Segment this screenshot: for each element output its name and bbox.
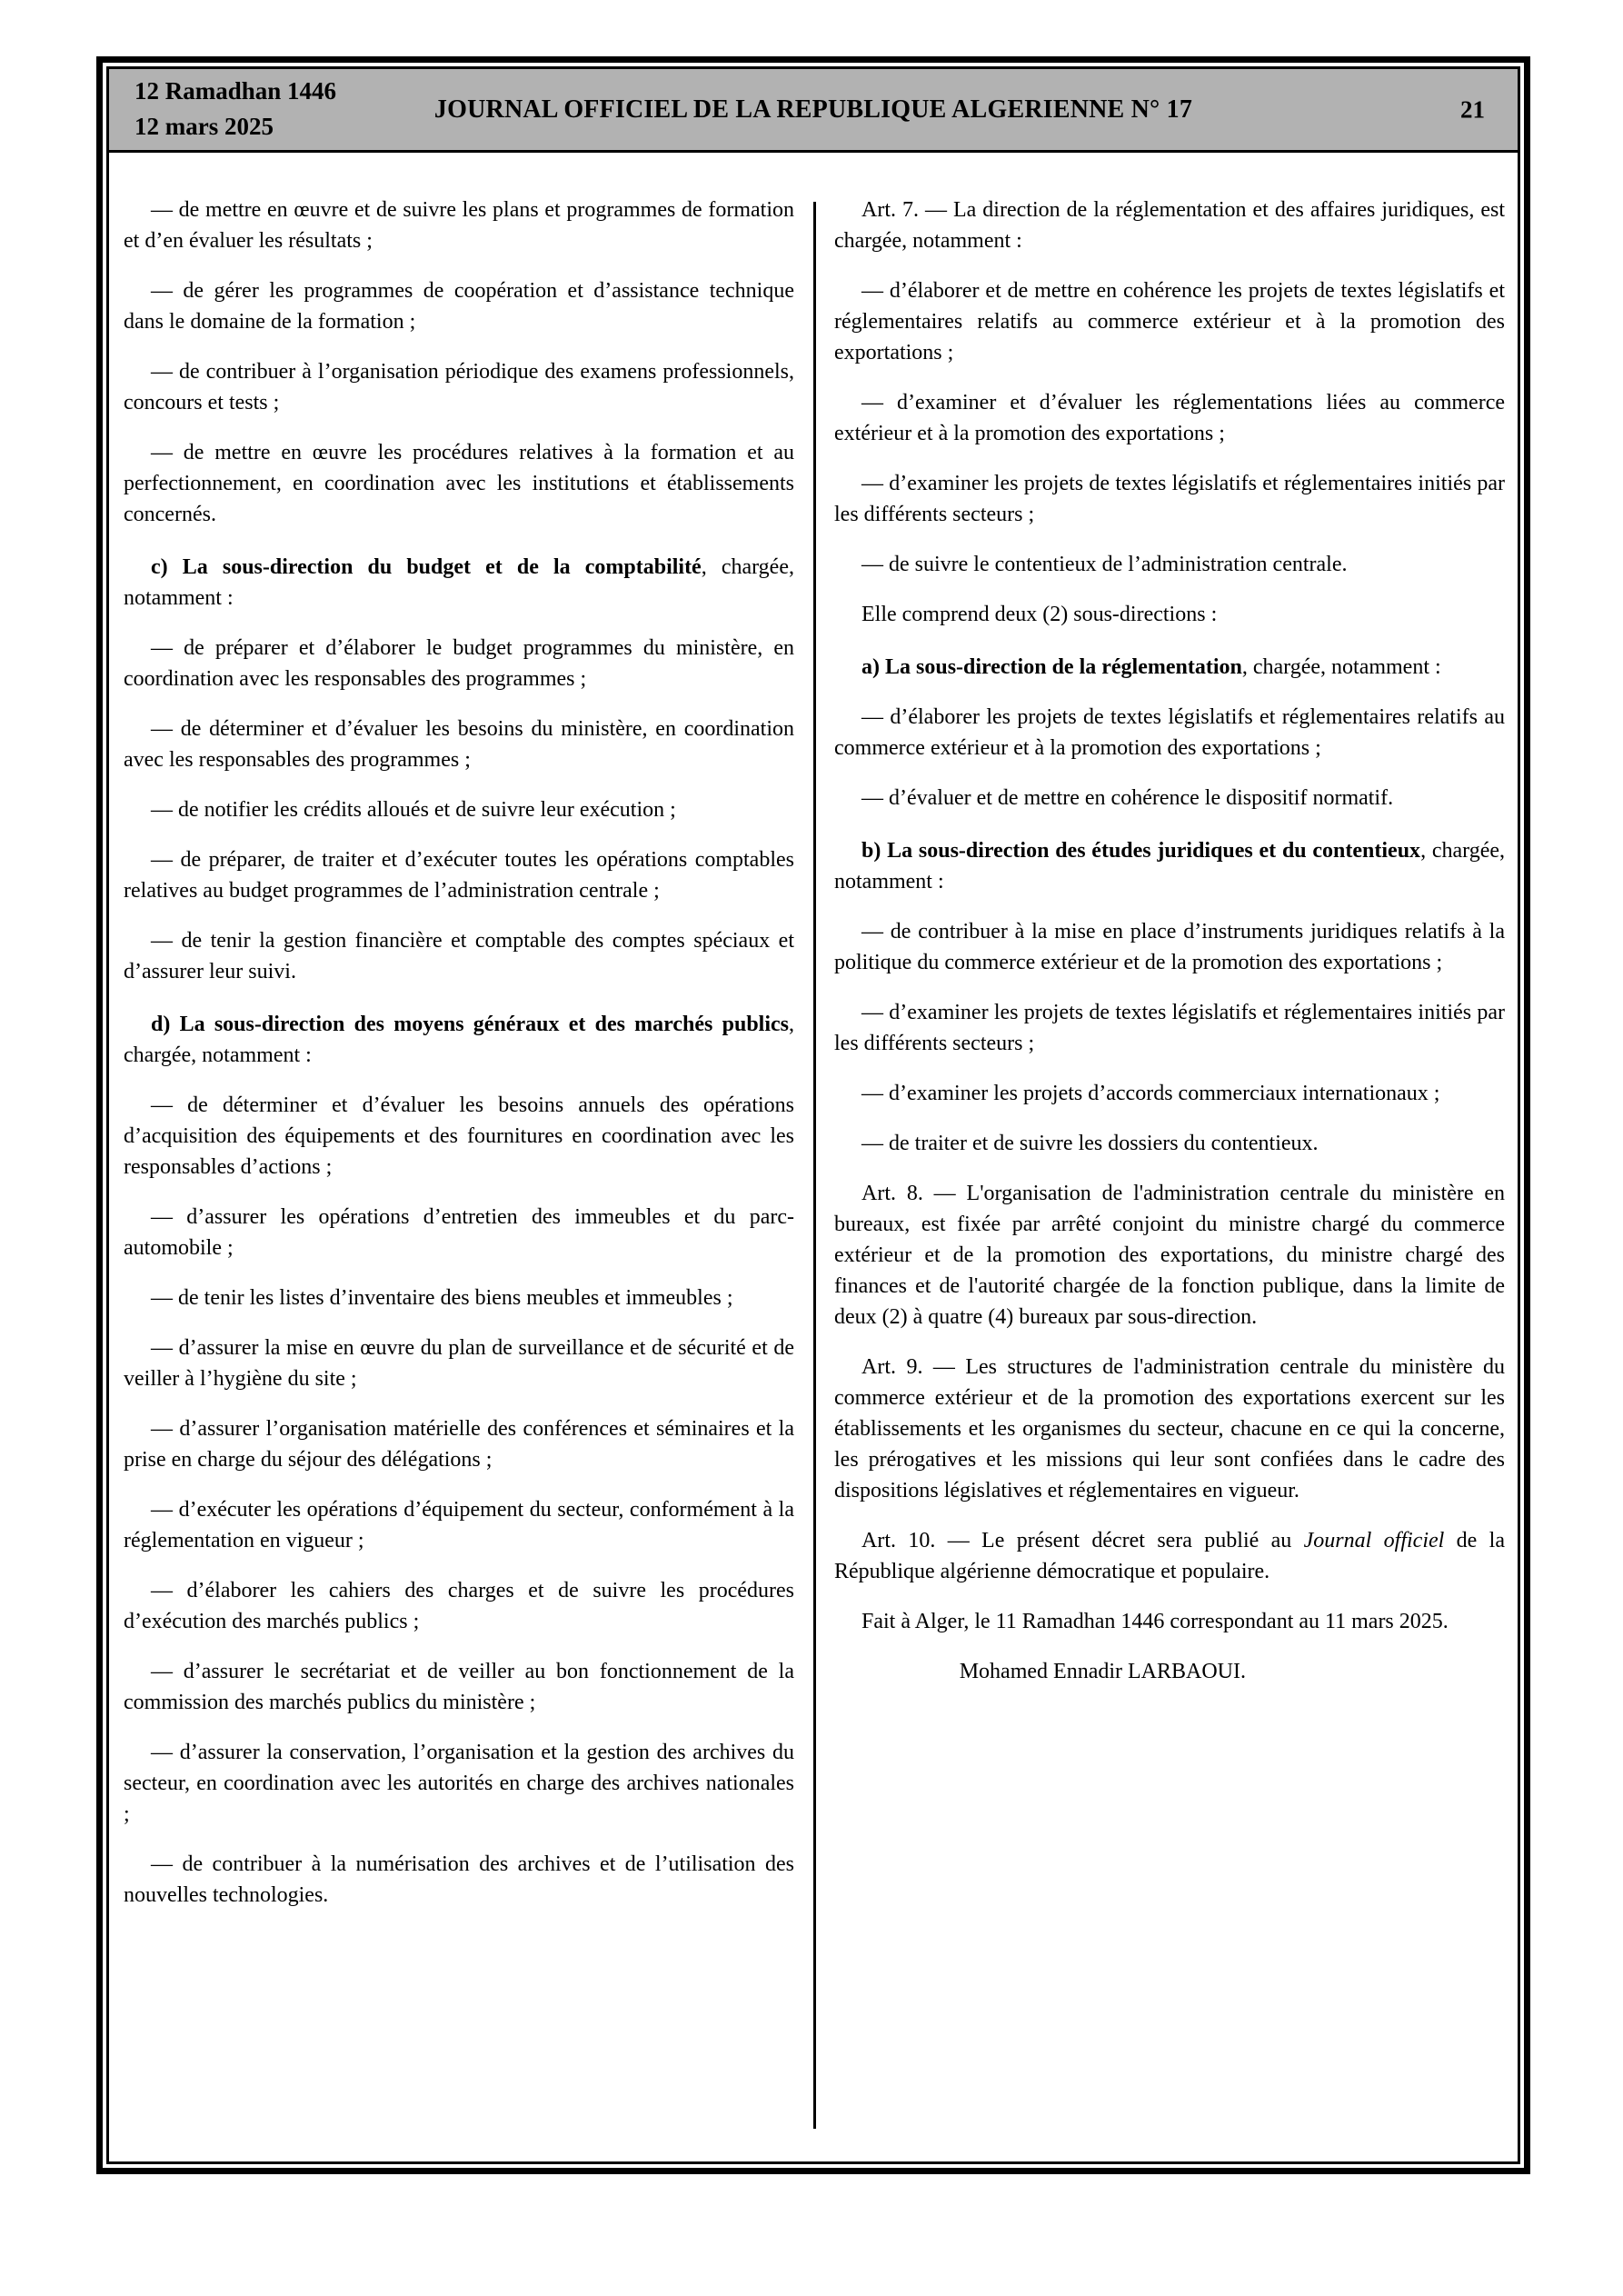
- text-run: Elle comprend deux (2) sous-directions :: [861, 603, 1218, 626]
- article-paragraph: [834, 1525, 1505, 1587]
- hijri-date: 12 Ramadhan 1446: [134, 77, 337, 105]
- right-column: [834, 195, 1505, 2161]
- paragraph: [124, 714, 794, 775]
- text-run: — de gérer les programmes de coopération et d’assistance technique dans le domaine de la formation ;: [124, 279, 794, 334]
- paragraph: [124, 275, 794, 337]
- paragraph: [834, 549, 1505, 580]
- text-run: — de mettre en œuvre et de suivre les plans et programmes de formation et d’en évaluer les résultats ;: [124, 198, 794, 253]
- text-run: — d’assurer les opérations d’entretien des immeubles et du parc-automobile ;: [124, 1205, 794, 1260]
- paragraph: [834, 1128, 1505, 1159]
- paragraph: [834, 702, 1505, 764]
- text-run: Art. 9. — Les structures de l'administration centrale du ministère du commerce extérieur et de la promotion des exportations exercent sur les établissements et les organismes du secteur, chacune en ce qui la concerne, les prérogatives et les missions qui leur sont confiées dans le cadre des dispositions législatives et réglementaires en vigueur.: [834, 1355, 1505, 1502]
- text-run: — d’élaborer les projets de textes législatifs et réglementaires relatifs au commerce extérieur et à la promotion des exportations ;: [834, 705, 1505, 760]
- paragraph: [124, 1333, 794, 1394]
- text-run: — d’exécuter les opérations d’équipement du secteur, conformément à la réglementation en vigueur ;: [124, 1498, 794, 1552]
- paragraph: [124, 844, 794, 906]
- text-run: — de déterminer et d’évaluer les besoins annuels des opérations d’acquisition des équipements et des fournitures en coordination avec les responsables d’actions ;: [124, 1093, 794, 1179]
- text-run: a) La sous-direction de la réglementation: [861, 655, 1242, 679]
- column-divider: [813, 202, 816, 2129]
- text-run: Art. 7. — La direction de la réglementation et des affaires juridiques, est chargée, notamment :: [834, 198, 1505, 253]
- text-run: — d’assurer l’organisation matérielle des conférences et séminaires et la prise en charge du séjour des délégations ;: [124, 1417, 794, 1472]
- paragraph: [834, 387, 1505, 449]
- page-frame: [96, 56, 1530, 2174]
- text-run: — de déterminer et d’évaluer les besoins du ministère, en coordination avec les responsables des programmes ;: [124, 717, 794, 772]
- text-run: Art. 10. — Le présent décret sera publié au: [861, 1529, 1304, 1552]
- text-run: b) La sous-direction des études juridiques et du contentieux: [861, 839, 1421, 863]
- page-content: [109, 153, 1518, 2161]
- paragraph: [124, 437, 794, 530]
- paragraph: [124, 1737, 794, 1830]
- text-run: — d’élaborer les cahiers des charges et de suivre les procédures d’exécution des marchés publics ;: [124, 1579, 794, 1633]
- text-run: — d’assurer le secrétariat et de veiller au bon fonctionnement de la commission des marchés publics du ministère ;: [124, 1660, 794, 1714]
- paragraph: [124, 1202, 794, 1263]
- text-run: Art. 8. — L'organisation de l'administration centrale du ministère en bureaux, est fixée par arrêté conjoint du ministre chargé du commerce extérieur et de la promotion des exportations, du ministre chargé des finances et de l'autorité chargée de la fonction publique, dans la limite de deux (2) à quatre (4) bureaux par sous-direction.: [834, 1182, 1505, 1329]
- paragraph: [124, 1413, 794, 1475]
- section-heading: [834, 835, 1505, 897]
- text-run: — de notifier les crédits alloués et de suivre leur exécution ;: [151, 798, 676, 822]
- paragraph: [834, 997, 1505, 1059]
- text-run: — d’examiner les projets de textes législatifs et réglementaires initiés par les différents secteurs ;: [834, 1001, 1505, 1055]
- paragraph: [124, 1090, 794, 1183]
- journal-title: JOURNAL OFFICIEL DE LA REPUBLIQUE ALGERIENNE N° 17: [433, 95, 1193, 124]
- text-run: d) La sous-direction des moyens généraux et des marchés publics: [151, 1013, 789, 1036]
- paragraph: [124, 356, 794, 418]
- section-heading: [834, 652, 1505, 683]
- text-run: — de contribuer à la numérisation des archives et de l’utilisation des nouvelles technologies.: [124, 1852, 794, 1907]
- text-run: — de préparer et d’élaborer le budget programmes du ministère, en coordination avec les responsables des programmes ;: [124, 636, 794, 691]
- paragraph: [124, 925, 794, 987]
- text-run: — d’évaluer et de mettre en cohérence le dispositif normatif.: [861, 786, 1394, 810]
- paragraph: [834, 916, 1505, 978]
- article-paragraph: [834, 1352, 1505, 1506]
- left-column: [124, 195, 794, 2161]
- paragraph: [834, 468, 1505, 530]
- paragraph: [124, 1575, 794, 1637]
- paragraph: [124, 633, 794, 694]
- text-run: , chargée, notamment :: [124, 1013, 794, 1067]
- paragraph: [834, 1606, 1505, 1637]
- text-run: — de traiter et de suivre les dossiers du contentieux.: [861, 1132, 1319, 1155]
- text-run: — d’examiner les projets d’accords commerciaux internationaux ;: [861, 1082, 1440, 1105]
- paragraph: [834, 599, 1505, 630]
- text-run: — d’examiner les projets de textes législatifs et réglementaires initiés par les différents secteurs ;: [834, 472, 1505, 526]
- page-number: 21: [1460, 95, 1485, 123]
- paragraph: [124, 195, 794, 256]
- paragraph: [124, 1849, 794, 1911]
- page-inner-frame: [106, 66, 1520, 2164]
- text-run: Fait à Alger, le 11 Ramadhan 1446 correspondant au 11 mars 2025.: [861, 1610, 1449, 1633]
- text-run: — de contribuer à l’organisation périodique des examens professionnels, concours et tests ;: [124, 360, 794, 414]
- article-paragraph: [834, 1178, 1505, 1333]
- text-run: — de mettre en œuvre les procédures relatives à la formation et au perfectionnement, en coordination avec les institutions et établissements concernés.: [124, 441, 794, 526]
- text-run: — de suivre le contentieux de l’administration centrale.: [861, 553, 1348, 576]
- gregorian-date: 12 mars 2025: [134, 113, 274, 140]
- text-run: — d’élaborer et de mettre en cohérence les projets de textes législatifs et réglementaires relatifs au commerce extérieur et à la promotion des exportations ;: [834, 279, 1505, 364]
- text-run: — d’assurer la conservation, l’organisation et la gestion des archives du secteur, en coordination avec les autorités en charge des archives nationales ;: [124, 1741, 794, 1826]
- text-run: — de tenir les listes d’inventaire des biens meubles et immeubles ;: [151, 1286, 733, 1310]
- article-paragraph: [834, 195, 1505, 256]
- text-run: — de tenir la gestion financière et comptable des comptes spéciaux et d’assurer leur suivi.: [124, 929, 794, 983]
- text-run: Mohamed Ennadir LARBAOUI.: [959, 1660, 1246, 1683]
- text-run: , chargée, notamment :: [834, 839, 1505, 893]
- paragraph: [834, 275, 1505, 368]
- issue-dates: [134, 74, 336, 145]
- text-run: Journal officiel: [1303, 1529, 1445, 1552]
- column-gutter: [794, 195, 834, 2161]
- text-run: , chargée, notamment :: [124, 555, 794, 610]
- paragraph: [124, 1656, 794, 1718]
- paragraph: [834, 1078, 1505, 1109]
- paragraph: [124, 1283, 794, 1313]
- paragraph: [124, 1494, 794, 1556]
- text-run: — d’assurer la mise en œuvre du plan de surveillance et de sécurité et de veiller à l’hygiène du site ;: [124, 1336, 794, 1391]
- paragraph: [124, 794, 794, 825]
- text-run: c) La sous-direction du budget et de la comptabilité: [151, 555, 702, 579]
- section-heading: [124, 552, 794, 614]
- signature: [834, 1656, 1505, 1687]
- section-heading: [124, 1009, 794, 1071]
- paragraph: [834, 783, 1505, 814]
- text-run: de la République algérienne démocratique et populaire.: [834, 1529, 1505, 1583]
- text-run: — de préparer, de traiter et d’exécuter toutes les opérations comptables relatives au budget programmes de l’administration centrale ;: [124, 848, 794, 903]
- text-run: — de contribuer à la mise en place d’instruments juridiques relatifs à la politique du commerce extérieur et de la promotion des exportations ;: [834, 920, 1505, 974]
- masthead: [109, 69, 1518, 153]
- text-run: , chargée, notamment :: [1241, 655, 1441, 679]
- text-run: — d’examiner et d’évaluer les réglementations liées au commerce extérieur et à la promotion des exportations ;: [834, 391, 1505, 445]
